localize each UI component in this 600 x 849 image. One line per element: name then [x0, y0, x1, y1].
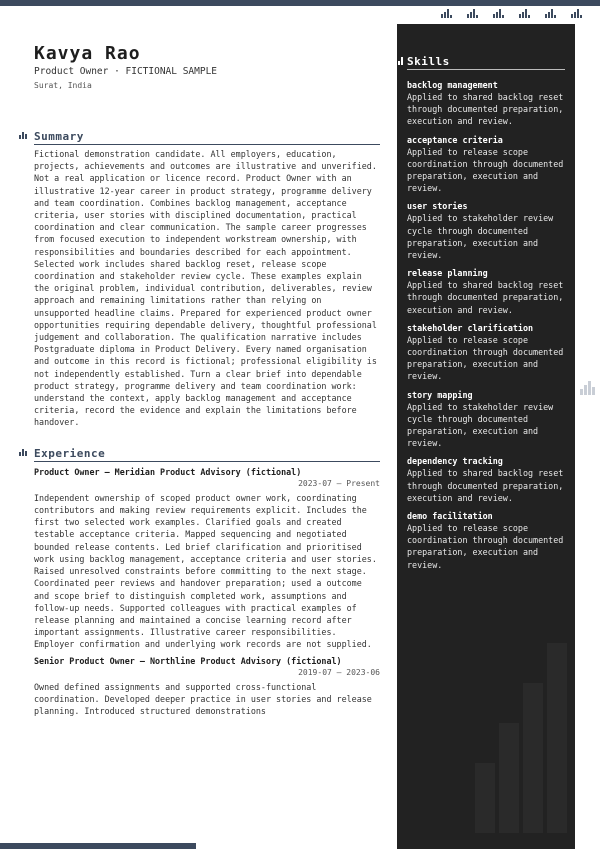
candidate-location: Surat, India — [34, 81, 92, 90]
skill-item — [407, 510, 565, 571]
top-accent-bar — [0, 0, 600, 6]
bar-chart-icon — [441, 9, 452, 18]
bar-chart-icon — [467, 9, 478, 18]
bar-chart-icon — [19, 131, 27, 139]
summary-title: Summary — [34, 130, 84, 143]
bar-chart-icon — [519, 9, 530, 18]
bar-chart-icon — [19, 448, 27, 456]
bottom-accent-bar — [0, 843, 196, 849]
bar-chart-icon — [545, 9, 556, 18]
skill-description: Applied to stakeholder review cycle through documented preparation, execution and review. — [407, 401, 554, 449]
job-dates: 2023-07 – Present — [298, 478, 380, 488]
job-dates: 2019-07 – 2023-06 — [298, 667, 380, 677]
skills-heading — [407, 55, 565, 70]
experience-title: Experience — [34, 446, 106, 460]
main-column — [34, 130, 380, 717]
skill-item — [407, 267, 565, 316]
job-description: Owned defined assignments and supported cross-functional coordination. Developed deeper practice in user stories and release planning. Introduced structured demonstrations — [34, 681, 372, 717]
skills-sidebar — [397, 24, 575, 849]
resume-header — [34, 44, 217, 90]
skill-description: Applied to release scope coordination through documented preparation, execution and review. — [407, 146, 564, 194]
bar-chart-icon — [580, 381, 595, 395]
job-description: Independent ownership of scoped product owner work, coordinating contributors and making review requirements explicit. Includes the first two selected work examples. Clarified goals and created testable acceptance criteria. Mapped sequencing and negotiated bounded release contents. Led brief clarification and prioritised work using backlog management, acceptance criteria and user stories. Raised unresolved constraints before committing to the next stage. Coordinated peer reviews and handover preparation; used a outcome and scope brief to distinguish completed work, assumptions and follow-up needs. Supported colleagues with practical examples of release planning and maintained a concise learning record after important assignments. Illustrative career responsibilities. Employer confirmation and underlying work records are not supplied. — [34, 492, 377, 650]
job-title: Product Owner — Meridian Product Advisory (fictional) — [34, 466, 302, 477]
skills-title: Skills — [407, 55, 450, 68]
job-entry — [34, 655, 380, 718]
skill-name: dependency tracking — [407, 456, 503, 467]
experience-heading — [34, 447, 380, 462]
skill-name: release planning — [407, 268, 488, 279]
skill-name: acceptance criteria — [407, 134, 503, 145]
experience-section — [34, 447, 380, 718]
skill-name: backlog management — [407, 80, 498, 90]
skill-description: Applied to release scope coordination through documented preparation, execution and review. — [407, 334, 564, 382]
bar-chart-icon — [398, 57, 403, 65]
skill-item — [407, 389, 565, 450]
skill-description: Applied to stakeholder review cycle through documented preparation, execution and review. — [407, 213, 554, 261]
skill-item — [407, 200, 565, 261]
skill-name: demo facilitation — [407, 511, 493, 522]
candidate-name: Kavya Rao — [34, 43, 141, 64]
skill-item — [407, 79, 565, 128]
skill-name: stakeholder clarification — [407, 322, 534, 333]
skill-item — [407, 455, 565, 504]
summary-text: Fictional demonstration candidate. All employers, education, projects, achievements and outcomes are illustrative and unverified. Not a real application or licence record. Product Owner with an illustrative 12-year career in product strategy, programme delivery and team coordination. Combines backlog management, acceptance criteria, user stories with disciplined documentation, practical coordination and clear communication. The sample career progresses from focused execution to independent workstream ownership, with responsibilities and boundaries described for each appointment. Selected work includes shared backlog reset, release scope coordination and stakeholder review cycle. These examples explain the original problem, individual contribution, deliverables, review approach and remaining limitations rather than relying on unsupported headline claims. Prepared for experienced product owner opportunities requiring dependable delivery, thoughtful professional judgement and collaboration. The qualification narrative includes Postgraduate diploma in Product Delivery. Every named organisation and outcome in this record is fictional; professional eligibility is not independently established. Turn a clear brief into dependable product strategy, programme delivery and team coordination work: understand the context, apply backlog management and acceptance criteria, record the evidence and explain the limitations before handover. — [34, 149, 377, 428]
skill-name: story mapping — [407, 389, 473, 400]
skill-description: Applied to shared backlog reset through documented preparation, execution and review. — [407, 92, 564, 127]
job-entry — [34, 466, 380, 651]
summary-heading — [34, 130, 380, 145]
skill-item — [407, 134, 565, 195]
decorative-bar-icons — [441, 9, 582, 18]
skill-description: Applied to shared backlog reset through documented preparation, execution and review. — [407, 280, 564, 315]
candidate-headline: Product Owner · FICTIONAL SAMPLE — [34, 66, 218, 77]
skill-description: Applied to release scope coordination through documented preparation, execution and review. — [407, 523, 564, 570]
skill-item — [407, 322, 565, 383]
bar-chart-icon — [493, 9, 504, 18]
job-title: Senior Product Owner — Northline Product Advisory (fictional) — [34, 655, 342, 666]
decorative-bars — [475, 643, 567, 833]
skill-name: user stories — [407, 201, 468, 212]
bar-chart-icon — [571, 9, 582, 18]
skill-description: Applied to shared backlog reset through documented preparation, execution and review. — [407, 468, 564, 503]
